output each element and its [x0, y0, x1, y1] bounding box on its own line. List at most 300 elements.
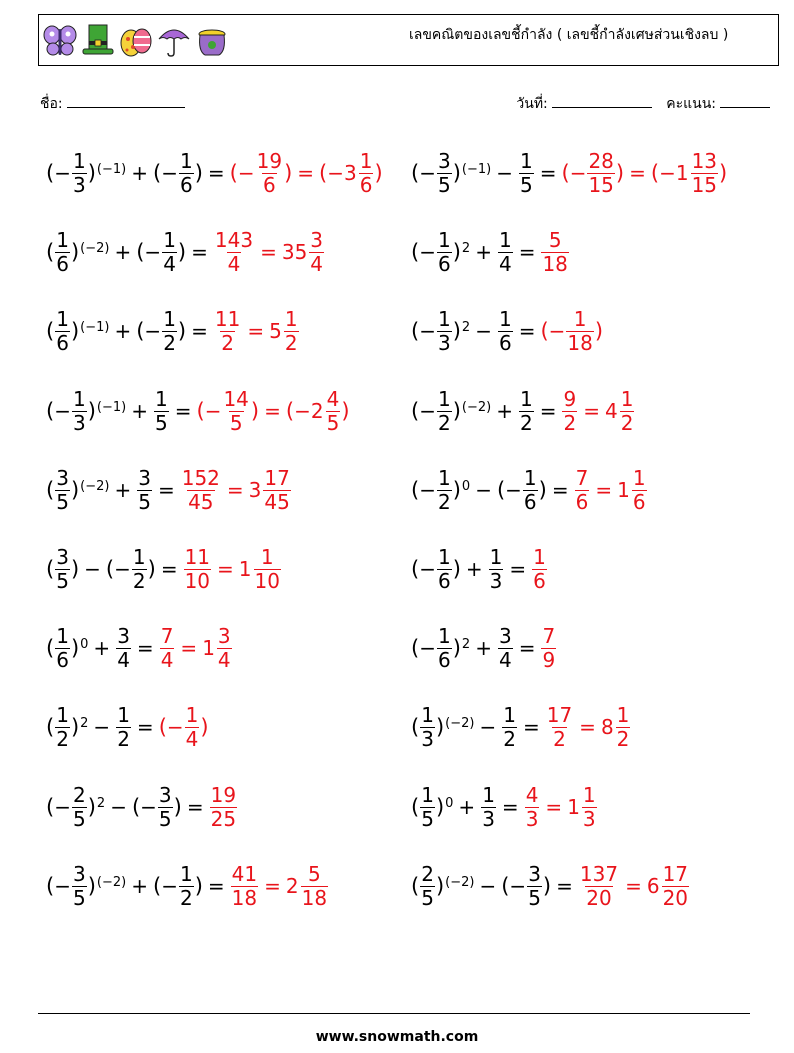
operator: −	[496, 161, 513, 185]
answer	[540, 229, 569, 276]
exponent: (−1)	[96, 399, 127, 415]
open-paren: (	[411, 161, 420, 185]
denominator: 6	[632, 489, 646, 514]
fraction	[222, 388, 249, 435]
close-paren: )	[194, 874, 203, 898]
numerator: 1	[573, 306, 587, 331]
numerator: 1	[437, 227, 451, 252]
open-paren: (	[561, 161, 570, 185]
exponent: (−2)	[461, 399, 492, 415]
minus-sign: −	[294, 399, 311, 423]
name-blank[interactable]	[67, 93, 185, 108]
operator: =	[264, 399, 281, 423]
fraction	[309, 229, 324, 276]
close-paren: )	[435, 795, 445, 819]
numerator: 143	[214, 227, 254, 252]
open-paren: (	[46, 636, 55, 660]
open-paren: (	[136, 240, 145, 264]
fraction	[498, 625, 513, 672]
operator: =	[297, 161, 315, 185]
denominator: 5	[528, 885, 541, 910]
fraction	[116, 625, 131, 672]
denominator: 4	[227, 251, 241, 276]
denominator: 18	[567, 330, 593, 355]
exponent: (−1)	[461, 161, 492, 177]
whole-number: 2	[285, 874, 299, 898]
operator: −	[110, 795, 127, 819]
denominator: 5	[72, 806, 86, 831]
fraction	[217, 625, 232, 672]
denominator: 2	[132, 568, 146, 593]
fraction	[502, 704, 517, 751]
problem-16	[411, 692, 631, 762]
operator: =	[518, 636, 536, 660]
problem-14	[411, 613, 557, 683]
exponent: 0	[461, 478, 471, 494]
denominator: 6	[56, 251, 69, 276]
minus-sign: −	[419, 478, 436, 502]
problem-5	[46, 296, 300, 366]
open-paren: (	[229, 161, 238, 185]
fraction	[579, 863, 619, 910]
fraction	[662, 863, 689, 910]
close-paren: )	[177, 240, 187, 264]
numerator: 11	[214, 306, 241, 331]
whole-number: 1	[675, 161, 689, 185]
fraction	[55, 625, 70, 672]
minus-sign: −	[419, 161, 436, 185]
operator: =	[539, 399, 557, 423]
denominator: 2	[616, 726, 630, 751]
fraction	[154, 388, 169, 435]
numerator: 1	[519, 148, 533, 173]
minus-sign: −	[237, 161, 255, 185]
problem-15	[46, 692, 209, 762]
operator: +	[465, 557, 483, 581]
operator: +	[131, 161, 148, 185]
fraction	[437, 625, 452, 672]
close-paren: )	[594, 319, 604, 343]
close-paren: )	[615, 161, 625, 185]
operator: =	[522, 715, 540, 739]
fraction	[541, 625, 556, 672]
whole-number: 8	[600, 715, 614, 739]
denominator: 9	[542, 647, 556, 672]
operator: =	[629, 161, 646, 185]
score-blank[interactable]	[720, 93, 770, 108]
numerator: 1	[482, 782, 495, 807]
numerator: 11	[184, 544, 211, 569]
denominator: 3	[437, 330, 451, 355]
denominator: 5	[56, 568, 69, 593]
exponent: (−2)	[80, 478, 110, 494]
close-paren: )	[250, 399, 260, 423]
denominator: 2	[163, 330, 176, 355]
close-paren: )	[70, 557, 80, 581]
numerator: 1	[632, 465, 646, 490]
fraction	[284, 308, 299, 355]
denominator: 4	[498, 647, 512, 672]
header-box	[38, 14, 779, 66]
numerator: 1	[56, 306, 69, 331]
fraction	[72, 863, 87, 910]
fraction	[116, 704, 131, 751]
minus-sign: −	[54, 795, 71, 819]
pot-of-gold-icon	[195, 21, 229, 59]
problem-20	[411, 851, 690, 921]
fraction	[254, 546, 281, 593]
question	[411, 704, 545, 751]
question	[411, 388, 561, 435]
denominator: 2	[284, 330, 298, 355]
exponent: 0	[445, 795, 454, 811]
numerator: 3	[56, 465, 69, 490]
denominator: 2	[620, 410, 634, 435]
numerator: 1	[620, 386, 634, 411]
operator: =	[186, 795, 204, 819]
minus-sign: −	[419, 319, 436, 343]
fraction	[132, 546, 147, 593]
numerator: 3	[437, 148, 451, 173]
answer	[545, 704, 632, 751]
denominator: 6	[533, 568, 546, 593]
fraction	[256, 150, 283, 197]
denominator: 45	[188, 489, 214, 514]
minus-sign: −	[569, 161, 587, 185]
numerator: 2	[421, 861, 434, 886]
denominator: 3	[582, 806, 596, 831]
whole-number: 1	[238, 557, 252, 581]
open-paren: (	[285, 399, 295, 423]
operator: =	[207, 874, 225, 898]
footer-divider	[38, 1013, 750, 1014]
operator: =	[583, 399, 600, 423]
numerator: 1	[185, 702, 199, 727]
exponent: (−2)	[445, 715, 475, 731]
problem-19	[46, 851, 329, 921]
operator: =	[595, 478, 613, 502]
whole-number: 4	[604, 399, 618, 423]
numerator: 3	[117, 623, 130, 648]
close-paren: )	[70, 478, 80, 502]
answer	[540, 625, 557, 672]
question	[46, 863, 230, 910]
answer	[531, 546, 548, 593]
whole-number: 3	[248, 478, 262, 502]
problem-17	[46, 772, 238, 842]
problem-9	[46, 455, 292, 525]
fraction	[160, 625, 175, 672]
denominator: 20	[586, 885, 612, 910]
numerator: 1	[503, 702, 516, 727]
numerator: 1	[72, 148, 86, 173]
fraction	[55, 704, 70, 751]
denominator: 5	[519, 172, 533, 197]
page-title: เลขคณิตของเลขชี้กำลัง ( เลขชี้กำลังเศษส่วนเชิงลบ )	[409, 27, 729, 43]
numerator: 3	[72, 861, 86, 886]
answer	[578, 863, 690, 910]
open-paren: (	[411, 636, 420, 660]
denominator: 4	[498, 251, 512, 276]
minus-sign: −	[419, 240, 436, 264]
open-paren: (	[46, 795, 55, 819]
operator: +	[131, 874, 148, 898]
question	[411, 546, 531, 593]
open-paren: (	[46, 161, 55, 185]
minus-sign: −	[659, 161, 676, 185]
close-paren: )	[70, 715, 80, 739]
fraction	[179, 863, 194, 910]
problem-6	[411, 296, 603, 366]
fraction	[519, 150, 534, 197]
question	[46, 625, 159, 672]
denominator: 4	[310, 251, 324, 276]
close-paren: )	[200, 715, 209, 739]
denominator: 5	[437, 172, 451, 197]
minus-sign: −	[140, 795, 157, 819]
operator: =	[551, 478, 569, 502]
numerator: 1	[616, 702, 630, 727]
question	[46, 467, 180, 514]
fraction	[525, 784, 540, 831]
numerator: 1	[489, 544, 503, 569]
exponent: (−1)	[80, 319, 110, 335]
operator: =	[501, 795, 519, 819]
operator: +	[114, 240, 132, 264]
question	[46, 229, 213, 276]
fraction	[359, 150, 374, 197]
fraction	[498, 308, 513, 355]
close-paren: )	[452, 478, 461, 502]
numerator: 1	[132, 544, 146, 569]
denominator: 2	[437, 410, 451, 435]
denominator: 4	[117, 647, 130, 672]
whole-number: 2	[310, 399, 324, 423]
denominator: 5	[229, 410, 243, 435]
fraction	[55, 308, 70, 355]
denominator: 3	[489, 568, 503, 593]
fraction	[437, 150, 452, 197]
operator: −	[479, 715, 497, 739]
denominator: 3	[72, 410, 86, 435]
exponent: (−2)	[80, 240, 110, 256]
operator: =	[579, 715, 596, 739]
numerator: 1	[437, 465, 451, 490]
close-paren: )	[719, 161, 728, 185]
exponent: 2	[96, 795, 106, 811]
question	[411, 784, 524, 831]
numerator: 1	[421, 782, 434, 807]
numerator: 3	[310, 227, 324, 252]
numerator: 1	[56, 227, 69, 252]
denominator: 6	[437, 647, 451, 672]
numerator: 17	[662, 861, 689, 886]
open-paren: (	[496, 478, 506, 502]
open-paren: (	[105, 557, 115, 581]
operator: =	[157, 478, 175, 502]
numerator: 2	[72, 782, 86, 807]
numerator: 41	[231, 861, 258, 886]
leprechaun-hat-icon	[81, 21, 115, 59]
close-paren: )	[374, 161, 383, 185]
fraction	[527, 863, 542, 910]
denominator: 6	[359, 172, 373, 197]
fraction	[158, 784, 173, 831]
numerator: 5	[307, 861, 321, 886]
icon-strip	[43, 21, 229, 59]
denominator: 3	[525, 806, 539, 831]
exponent: 2	[461, 636, 471, 652]
denominator: 5	[421, 885, 434, 910]
operator: =	[226, 478, 244, 502]
problem-18	[411, 772, 598, 842]
operator: =	[160, 557, 178, 581]
numerator: 1	[582, 782, 596, 807]
fraction	[179, 150, 194, 197]
fraction	[181, 467, 221, 514]
numerator: 1	[498, 306, 512, 331]
numerator: 1	[179, 148, 193, 173]
open-paren: (	[46, 874, 55, 898]
numerator: 1	[533, 544, 546, 569]
close-paren: )	[452, 557, 461, 581]
close-paren: )	[177, 319, 187, 343]
numerator: 1	[523, 465, 537, 490]
close-paren: )	[173, 795, 182, 819]
problem-10	[411, 455, 648, 525]
open-paren: (	[46, 557, 55, 581]
denominator: 3	[482, 806, 495, 831]
minus-sign: −	[204, 399, 222, 423]
numerator: 9	[563, 386, 577, 411]
close-paren: )	[452, 319, 461, 343]
name-field	[40, 93, 185, 115]
problem-2	[411, 138, 727, 208]
close-paren: )	[452, 399, 461, 423]
fraction	[420, 704, 435, 751]
open-paren: (	[411, 557, 420, 581]
close-paren: )	[194, 161, 203, 185]
fraction	[489, 546, 504, 593]
open-paren: (	[158, 715, 167, 739]
numerator: 1	[519, 386, 533, 411]
close-paren: )	[452, 161, 461, 185]
operator: =	[625, 874, 642, 898]
fraction	[263, 467, 290, 514]
close-paren: )	[70, 240, 80, 264]
fraction	[481, 784, 496, 831]
denominator: 6	[56, 330, 69, 355]
denominator: 6	[262, 172, 276, 197]
minus-sign: −	[419, 557, 436, 581]
close-paren: )	[87, 399, 96, 423]
answer	[159, 625, 233, 672]
answer	[561, 150, 727, 197]
whole-number: 1	[202, 636, 215, 660]
fraction	[546, 704, 573, 751]
fraction	[162, 308, 177, 355]
answer	[180, 467, 292, 514]
operator: =	[509, 557, 527, 581]
open-paren: (	[411, 715, 420, 739]
numerator: 5	[548, 227, 562, 252]
open-paren: (	[501, 874, 510, 898]
answer	[209, 784, 238, 831]
operator: −	[84, 557, 101, 581]
operator: =	[180, 636, 198, 660]
fraction	[72, 388, 87, 435]
open-paren: (	[46, 399, 55, 423]
operator: +	[114, 319, 132, 343]
numerator: 3	[138, 465, 151, 490]
numerator: 28	[588, 148, 614, 173]
fraction	[301, 863, 328, 910]
denominator: 15	[691, 172, 718, 197]
operator: =	[545, 795, 563, 819]
operator: =	[217, 557, 234, 581]
denominator: 5	[158, 806, 172, 831]
fraction	[620, 388, 635, 435]
question	[46, 704, 159, 751]
open-paren: (	[46, 478, 55, 502]
fraction	[437, 308, 452, 355]
operator: =	[260, 240, 277, 264]
numerator: 1	[437, 306, 451, 331]
minus-sign: −	[509, 874, 527, 898]
fraction	[162, 229, 177, 276]
whole-number: 3	[344, 161, 357, 185]
numerator: 19	[210, 782, 237, 807]
operator: =	[207, 161, 225, 185]
denominator: 2	[503, 726, 516, 751]
close-paren: )	[87, 874, 96, 898]
exponent: 0	[80, 636, 89, 652]
numerator: 1	[437, 623, 451, 648]
fraction	[72, 784, 87, 831]
denominator: 18	[542, 251, 568, 276]
answer	[230, 863, 329, 910]
minus-sign: −	[505, 478, 522, 502]
denominator: 4	[163, 251, 176, 276]
operator: −	[479, 874, 497, 898]
date-blank[interactable]	[552, 93, 652, 108]
numerator: 1	[56, 702, 69, 727]
denominator: 5	[154, 410, 168, 435]
denominator: 2	[437, 489, 451, 514]
whole-number: 1	[617, 478, 630, 502]
denominator: 4	[160, 647, 174, 672]
fraction	[523, 467, 538, 514]
denominator: 2	[563, 410, 577, 435]
operator: =	[136, 636, 154, 660]
numerator: 3	[217, 623, 231, 648]
numerator: 3	[528, 861, 541, 886]
close-paren: )	[87, 795, 96, 819]
exponent: 2	[80, 715, 89, 731]
numerator: 4	[525, 782, 539, 807]
minus-sign: −	[548, 319, 566, 343]
open-paren: (	[46, 715, 55, 739]
numerator: 17	[546, 702, 573, 727]
fraction	[519, 388, 534, 435]
answer	[196, 388, 349, 435]
whole-number: 35	[281, 240, 308, 264]
answer	[524, 784, 598, 831]
answer	[540, 308, 603, 355]
open-paren: (	[411, 319, 420, 343]
question	[411, 308, 540, 355]
denominator: 6	[179, 172, 193, 197]
